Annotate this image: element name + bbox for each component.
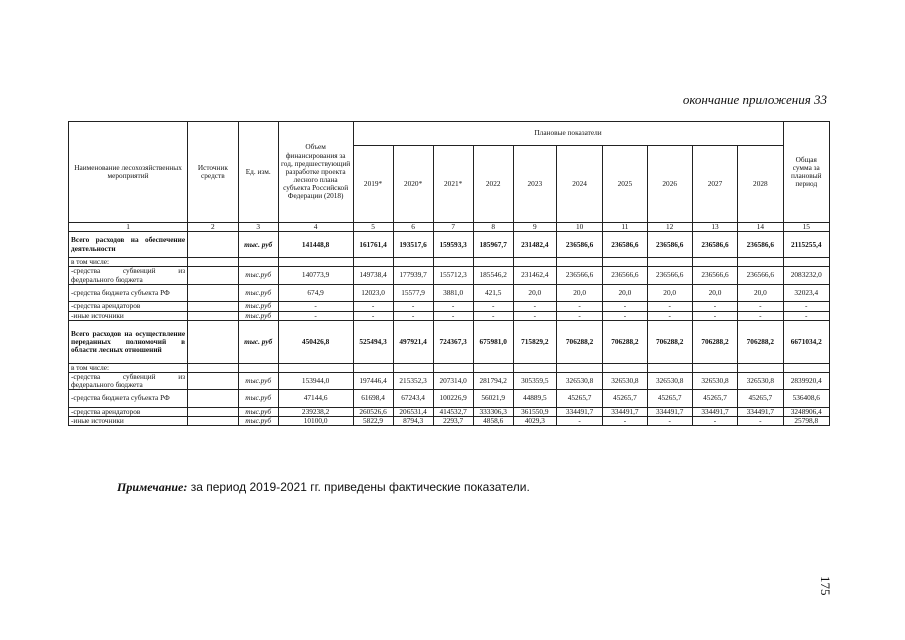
row-year-value: 100226,9: [433, 390, 473, 408]
row-year-value: 334491,7: [556, 407, 602, 416]
row-unit: тыс.руб: [238, 372, 278, 390]
empty-cell: [738, 258, 783, 267]
row-total: 32023,4: [783, 284, 829, 302]
row-total: -: [783, 311, 829, 320]
row-year-value: 45265,7: [692, 390, 737, 408]
empty-cell: [783, 363, 829, 372]
row-year-value: -: [647, 302, 692, 311]
row-total: 536408,6: [783, 390, 829, 408]
header-volume: Объем финансирования за год, предшествующий разработке проекта лесного плана субъекта Российской Федерации (2018): [278, 122, 353, 223]
row-base-value: 153944,0: [278, 372, 353, 390]
row-unit: тыс. руб: [238, 321, 278, 364]
row-base-value: 47144,6: [278, 390, 353, 408]
row-year-value: -: [353, 302, 393, 311]
row-year-value: 20,0: [738, 284, 783, 302]
row-year-value: -: [353, 311, 393, 320]
column-number: 4: [278, 223, 353, 232]
row-year-value: 44889,5: [513, 390, 556, 408]
header-name: Наименование лесохозяйственных мероприятий: [69, 122, 188, 223]
row-year-value: 231482,4: [513, 232, 556, 258]
row-year-value: 56021,9: [473, 390, 513, 408]
row-source: [188, 302, 239, 311]
row-year-value: 20,0: [556, 284, 602, 302]
row-year-value: 421,5: [473, 284, 513, 302]
row-year-value: -: [556, 311, 602, 320]
row-name: -средства бюджета субъекта РФ: [69, 390, 188, 408]
row-unit: тыс.руб: [238, 417, 278, 426]
row-year-value: -: [556, 302, 602, 311]
table-row: [69, 390, 830, 408]
row-name: -средства арендаторов: [69, 407, 188, 416]
row-year-value: 8794,3: [393, 417, 433, 426]
row-year-value: 260526,6: [353, 407, 393, 416]
header-year: 2024: [556, 146, 602, 223]
row-year-value: -: [513, 311, 556, 320]
footnote-label: Примечание:: [117, 480, 188, 494]
column-number: 6: [393, 223, 433, 232]
financing-table: [68, 121, 830, 426]
row-year-value: 236566,6: [556, 267, 602, 285]
header-planned: Плановые показатели: [353, 122, 783, 146]
row-year-value: 326530,8: [603, 372, 647, 390]
row-year-value: 61698,4: [353, 390, 393, 408]
row-year-value: 706288,2: [692, 321, 737, 364]
row-year-value: 207314,0: [433, 372, 473, 390]
appendix-heading: окончание приложения 33: [682, 92, 827, 107]
row-year-value: 334491,7: [738, 407, 783, 416]
row-year-value: 675981,0: [473, 321, 513, 364]
row-unit: тыс.руб: [238, 302, 278, 311]
row-base-value: 674,9: [278, 284, 353, 302]
row-source: [188, 267, 239, 285]
row-year-value: 67243,4: [393, 390, 433, 408]
table-row: [69, 407, 830, 416]
row-year-value: 5822,9: [353, 417, 393, 426]
column-number: 10: [556, 223, 602, 232]
column-number: 8: [473, 223, 513, 232]
row-year-value: 333306,3: [473, 407, 513, 416]
row-year-value: 236586,6: [556, 232, 602, 258]
row-year-value: -: [603, 302, 647, 311]
row-year-value: -: [433, 302, 473, 311]
column-number: 3: [238, 223, 278, 232]
row-year-value: 334491,7: [647, 407, 692, 416]
header-source: Источник средств: [188, 122, 239, 223]
row-year-value: 236566,6: [738, 267, 783, 285]
row-year-value: 706288,2: [556, 321, 602, 364]
row-total: 3248906,4: [783, 407, 829, 416]
row-year-value: 45265,7: [556, 390, 602, 408]
row-base-value: -: [278, 311, 353, 320]
row-year-value: 334491,7: [603, 407, 647, 416]
empty-cell: [473, 363, 513, 372]
row-year-value: 326530,8: [738, 372, 783, 390]
row-source: [188, 372, 239, 390]
table-row: [69, 321, 830, 364]
row-year-value: 155712,3: [433, 267, 473, 285]
header-year: 2019*: [353, 146, 393, 223]
header-year: 2027: [692, 146, 737, 223]
row-year-value: 236566,6: [647, 267, 692, 285]
page-number: 175: [818, 576, 833, 596]
header-year: 2022: [473, 146, 513, 223]
row-year-value: 12023,0: [353, 284, 393, 302]
column-number: 12: [647, 223, 692, 232]
row-year-value: 326530,8: [556, 372, 602, 390]
table-row: [69, 363, 830, 372]
row-total: 6671034,2: [783, 321, 829, 364]
empty-cell: [353, 258, 393, 267]
row-year-value: 15577,9: [393, 284, 433, 302]
row-year-value: 20,0: [647, 284, 692, 302]
row-year-value: 4858,6: [473, 417, 513, 426]
row-year-value: 706288,2: [647, 321, 692, 364]
row-year-value: -: [647, 417, 692, 426]
row-year-value: 706288,2: [738, 321, 783, 364]
header-year: 2020*: [393, 146, 433, 223]
row-unit: тыс.руб: [238, 284, 278, 302]
row-year-value: 281794,2: [473, 372, 513, 390]
header-year: 2026: [647, 146, 692, 223]
row-name: в том числе:: [69, 258, 188, 267]
column-number: 13: [692, 223, 737, 232]
row-year-value: 361550,9: [513, 407, 556, 416]
column-number: 7: [433, 223, 473, 232]
row-year-value: 236586,6: [603, 232, 647, 258]
row-name: -средства бюджета субъекта РФ: [69, 284, 188, 302]
table-row: [69, 267, 830, 285]
row-name: Всего расходов на обеспечение деятельности: [69, 232, 188, 258]
row-year-value: 20,0: [603, 284, 647, 302]
empty-cell: [433, 363, 473, 372]
empty-cell: [647, 258, 692, 267]
column-number: 2: [188, 223, 239, 232]
row-year-value: -: [692, 302, 737, 311]
row-year-value: 231462,4: [513, 267, 556, 285]
header-unit: Ед. изм.: [238, 122, 278, 223]
table-row: [69, 311, 830, 320]
row-year-value: 20,0: [513, 284, 556, 302]
column-number: 15: [783, 223, 829, 232]
footnote-text: за период 2019-2021 гг. приведены фактические показатели.: [187, 480, 530, 494]
header-total: Общая сумма за плановый период: [783, 122, 829, 223]
row-year-value: 2293,7: [433, 417, 473, 426]
row-year-value: 45265,7: [603, 390, 647, 408]
table-row: [69, 302, 830, 311]
row-year-value: 236586,6: [692, 232, 737, 258]
row-base-value: 141448,8: [278, 232, 353, 258]
row-source: [188, 321, 239, 364]
row-name: в том числе:: [69, 363, 188, 372]
empty-cell: [473, 258, 513, 267]
empty-cell: [647, 363, 692, 372]
header-year: 2028: [738, 146, 783, 223]
row-year-value: 334491,7: [692, 407, 737, 416]
table-row: [69, 258, 830, 267]
row-year-value: -: [393, 311, 433, 320]
row-year-value: -: [556, 417, 602, 426]
row-unit: тыс.руб: [238, 311, 278, 320]
row-unit: тыс.руб: [238, 407, 278, 416]
table-row: [69, 284, 830, 302]
row-year-value: 20,0: [692, 284, 737, 302]
empty-cell: [513, 258, 556, 267]
empty-cell: [738, 363, 783, 372]
row-year-value: 236566,6: [603, 267, 647, 285]
column-number: 1: [69, 223, 188, 232]
row-year-value: -: [473, 311, 513, 320]
empty-cell: [513, 363, 556, 372]
empty-cell: [188, 363, 239, 372]
row-year-value: -: [738, 311, 783, 320]
row-name: -иные источники: [69, 311, 188, 320]
row-year-value: 326530,8: [692, 372, 737, 390]
header-year: 2021*: [433, 146, 473, 223]
row-unit: тыс.руб: [238, 390, 278, 408]
row-year-value: 185967,7: [473, 232, 513, 258]
row-year-value: 185546,2: [473, 267, 513, 285]
row-total: 25798,8: [783, 417, 829, 426]
row-source: [188, 311, 239, 320]
empty-cell: [393, 363, 433, 372]
empty-cell: [692, 258, 737, 267]
row-name: Всего расходов на осуществление переданных полномочий в области лесных отношений: [69, 321, 188, 364]
empty-cell: [353, 363, 393, 372]
row-total: -: [783, 302, 829, 311]
row-year-value: -: [692, 311, 737, 320]
row-year-value: 715829,2: [513, 321, 556, 364]
column-number: 5: [353, 223, 393, 232]
row-source: [188, 284, 239, 302]
row-base-value: -: [278, 302, 353, 311]
row-year-value: 149738,4: [353, 267, 393, 285]
row-year-value: -: [513, 302, 556, 311]
row-year-value: 414532,7: [433, 407, 473, 416]
row-source: [188, 232, 239, 258]
empty-cell: [393, 258, 433, 267]
row-year-value: 3881,0: [433, 284, 473, 302]
row-base-value: 450426,8: [278, 321, 353, 364]
row-year-value: 724367,3: [433, 321, 473, 364]
row-year-value: -: [647, 311, 692, 320]
row-total: 2115255,4: [783, 232, 829, 258]
row-year-value: 206531,4: [393, 407, 433, 416]
table-row: [69, 232, 830, 258]
row-name: -средства арендаторов: [69, 302, 188, 311]
empty-cell: [278, 363, 353, 372]
row-year-value: 215352,3: [393, 372, 433, 390]
row-year-value: 236586,6: [738, 232, 783, 258]
row-year-value: 197446,4: [353, 372, 393, 390]
row-name: -иные источники: [69, 417, 188, 426]
row-year-value: -: [738, 417, 783, 426]
row-name: -средства субвенций из федерального бюджета: [69, 372, 188, 390]
row-base-value: 10100,0: [278, 417, 353, 426]
row-base-value: 239238,2: [278, 407, 353, 416]
empty-cell: [783, 258, 829, 267]
row-year-value: 161761,4: [353, 232, 393, 258]
row-base-value: 140773,9: [278, 267, 353, 285]
row-year-value: 326530,8: [647, 372, 692, 390]
row-year-value: 177939,7: [393, 267, 433, 285]
empty-cell: [603, 258, 647, 267]
column-number: 14: [738, 223, 783, 232]
row-year-value: -: [738, 302, 783, 311]
row-year-value: -: [433, 311, 473, 320]
empty-cell: [692, 363, 737, 372]
row-year-value: -: [603, 311, 647, 320]
row-year-value: 305359,5: [513, 372, 556, 390]
empty-cell: [556, 258, 602, 267]
empty-cell: [556, 363, 602, 372]
empty-cell: [238, 363, 278, 372]
row-year-value: 497921,4: [393, 321, 433, 364]
row-total: 2083232,0: [783, 267, 829, 285]
column-number: 11: [603, 223, 647, 232]
column-number: 9: [513, 223, 556, 232]
row-name: -средства субвенций из федерального бюджета: [69, 267, 188, 285]
row-source: [188, 390, 239, 408]
row-year-value: 45265,7: [738, 390, 783, 408]
row-year-value: 525494,3: [353, 321, 393, 364]
empty-cell: [603, 363, 647, 372]
row-year-value: 706288,2: [603, 321, 647, 364]
row-source: [188, 417, 239, 426]
table-row: [69, 372, 830, 390]
row-year-value: 236586,6: [647, 232, 692, 258]
row-unit: тыс.руб: [238, 267, 278, 285]
row-year-value: -: [473, 302, 513, 311]
row-year-value: -: [603, 417, 647, 426]
empty-cell: [278, 258, 353, 267]
row-unit: тыс. руб: [238, 232, 278, 258]
row-source: [188, 407, 239, 416]
empty-cell: [188, 258, 239, 267]
row-year-value: 193517,6: [393, 232, 433, 258]
empty-cell: [238, 258, 278, 267]
empty-cell: [433, 258, 473, 267]
header-year: 2025: [603, 146, 647, 223]
row-year-value: -: [692, 417, 737, 426]
footnote: [117, 480, 530, 495]
row-year-value: 236566,6: [692, 267, 737, 285]
row-year-value: -: [393, 302, 433, 311]
row-total: 2839920,4: [783, 372, 829, 390]
header-year: 2023: [513, 146, 556, 223]
table-row: [69, 417, 830, 426]
row-year-value: 45265,7: [647, 390, 692, 408]
row-year-value: 4029,3: [513, 417, 556, 426]
row-year-value: 159593,3: [433, 232, 473, 258]
